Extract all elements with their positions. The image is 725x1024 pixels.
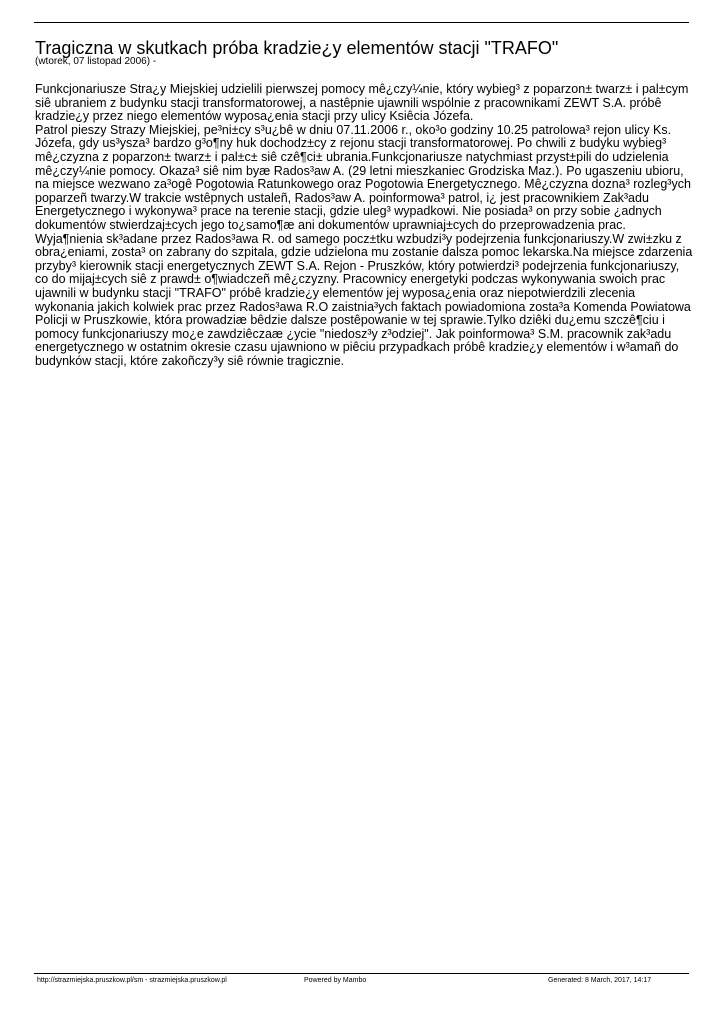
footer-divider bbox=[34, 973, 689, 974]
article-body bbox=[35, 83, 695, 368]
footer-generated: Generated: 8 March, 2017, 14:17 bbox=[548, 977, 652, 984]
article-title: Tragiczna w skutkach próba kradzie¿y elementów stacji "TRAFO" bbox=[35, 38, 559, 58]
article-paragraph: Funkcjonariusze Stra¿y Miejskiej udzielili pierwszej pomocy mê¿czy¼nie, który wybieg³ z poparzon± twarz± i pal±cym siê ubraniem z budynku stacji transformatorowej, a nastêpnie ujawnili wspólnie z pracownikami ZEWT S.A. próbê kradzie¿y przez niego elementów wyposa¿enia stacji przy ulicy Ksiêcia Józefa. bbox=[35, 82, 689, 124]
article-paragraph: Patrol pieszy Strazy Miejskiej, pe³ni±cy s³u¿bê w dniu 07.11.2006 r., oko³o godziny 10.25 patrolowa³ rejon ulicy Ks. Józefa, gdy us³ysza³ bardzo g³o¶ny huk dochodz±cy z rejonu stacji transformatorowej. Po chwili z budyku wybieg³ mê¿czyzna z poparzon± twarz± i pal±c± siê czê¶ci± ubrania.Funkcjonariusze natychmiast przyst±pili do udzielenia mê¿czy¼nie pomocy. Okaza³ siê nim byæ Rados³aw A. (29 letni mieszkaniec Grodziska Maz.). Po ugaszeniu ubioru, na miejsce wezwano za³ogê Pogotowia Ratunkowego oraz Pogotowia Energetycznego. Mê¿czyzna dozna³ rozleg³ych poparzeñ twarzy.W trakcie wstêpnych ustaleñ, Rados³aw A. poinformowa³ patrol, i¿ jest pracownikiem Zak³adu Energetycznego i wykonywa³ prace na terenie stacji, gdzie uleg³ wypadkowi. Nie posiada³ on przy sobie ¿adnych dokumentów stwierdzaj±cych jego to¿samo¶æ ani dokumentów uprawniaj±cych do przeprowadzenia prac. Wyja¶nienia sk³adane przez Rados³awa R. od samego pocz±tku wzbudzi³y podejrzenia funkcjonariuszy.W zwi±zku z obra¿eniami, zosta³ on zabrany do szpitala, gdzie udzielona mu zostanie dalsza pomoc lekarska.Na miejsce zdarzenia przyby³ kierownik stacji energetycznych ZEWT S.A. Rejon - Pruszków, który potwierdzi³ podejrzenia funkcjonariuszy, co do mijaj±cych siê z prawd± o¶wiadczeñ mê¿czyzny. Pracownicy energetyki podczas wykonywania swoich prac ujawnili w budynku stacji "TRAFO" próbê kradzie¿y elementów jej wyposa¿enia oraz niepotwierdzili zlecenia wykonania jakich kolwiek prac przez Rados³awa R.O zaistnia³ych faktach powiadomiona zosta³a Komenda Powiatowa Policji w Pruszkowie, która prowadziæ bêdzie dalsze postêpowanie w tej sprawie.Tylko dziêki du¿emu szczê¶ciu i pomocy funkcjonariuszy mo¿e zawdziêczaæ ¿ycie "niedosz³y z³odziej". Jak poinformowa³ S.M. pracownik zak³adu energetycznego w ostatnim okresie czasu ujawniono w piêciu przypadkach próbê kradzie¿y elementów i w³amañ do budynków stacji, które zakoñczy³y siê równie tragicznie. bbox=[35, 122, 693, 368]
header-divider bbox=[34, 22, 689, 23]
article-date: (wtorek, 07 listopad 2006) - bbox=[35, 56, 157, 67]
footer-powered-by: Powered by Mambo bbox=[304, 977, 367, 984]
footer-url: http://strazmiejska.pruszkow.pl/sm - strazmiejska.pruszkow.pl bbox=[37, 977, 227, 984]
